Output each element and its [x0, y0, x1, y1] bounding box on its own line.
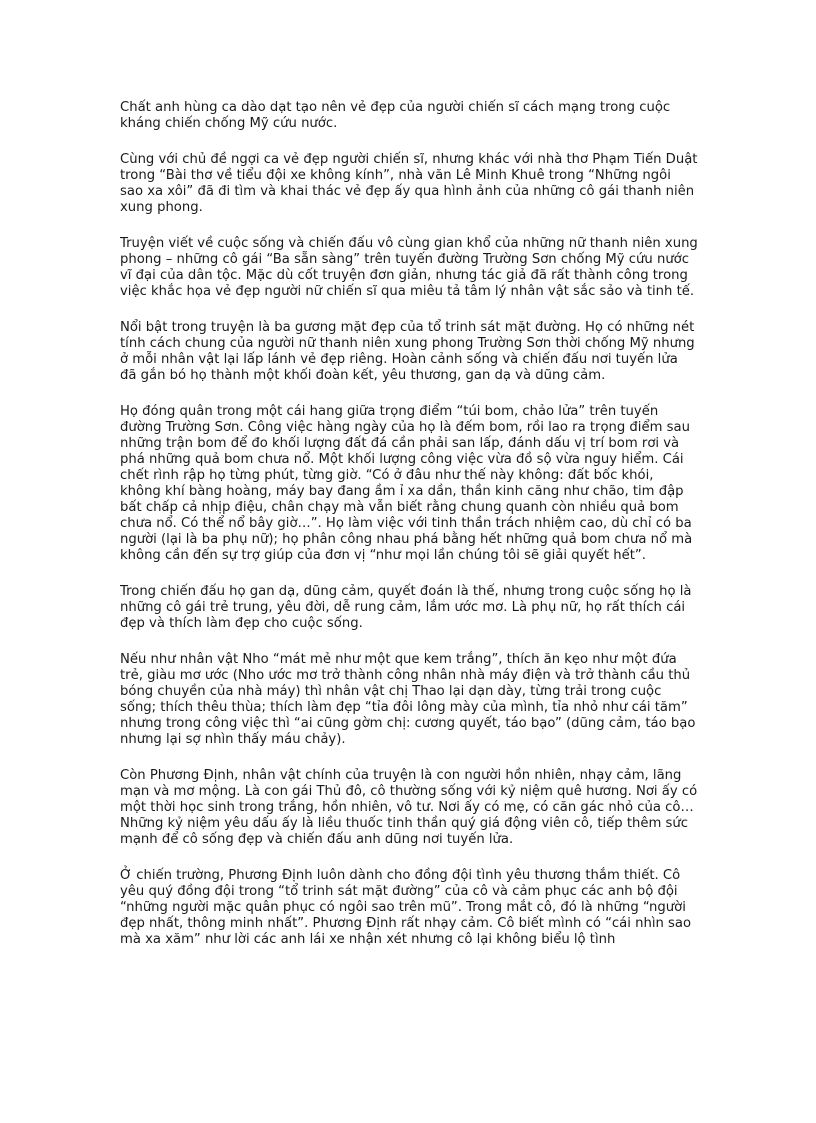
paragraph-8: Còn Phương Định, nhân vật chính của truyện là con người hồn nhiên, nhạy cảm, lãng mạn và mơ mộng. Là con gái Thủ đô, cô thường sống với kỷ niệm quê hương. Nơi ấy có một thời học sinh trong trắng, hồn nhiên, vô tư. Nơi ấy có mẹ, có căn gác nhỏ của cô… Những kỷ niệm yêu dấu ấy là liều thuốc tinh thần quý giá động viên cô, tiếp thêm sức mạnh để cô sống đẹp và chiến đấu anh dũng nơi tuyến lửa.: [120, 768, 698, 847]
paragraph-1: Chất anh hùng ca dào dạt tạo nên vẻ đẹp của người chiến sĩ cách mạng trong cuộc kháng chiến chống Mỹ cứu nước.: [120, 100, 671, 131]
paragraph-7: Nếu như nhân vật Nho “mát mẻ như một que kem trắng”, thích ăn kẹo như một đứa trẻ, giàu mơ ước (Nho ước mơ trở thành công nhân nhà máy điện và trở thành cầu thủ bóng chuyền của nhà máy) thì nhân vật chị Thao lại dạn dày, từng trải trong cuộc sống; thích thêu thùa; thích làm đẹp “tỉa đôi lông mày của mình, tỉa nhỏ như cái tăm” nhưng trong công việc thì “ai cũng gờm chị: cương quyết, táo bạo” (dũng cảm, táo bạo nhưng lại sợ nhìn thấy máu chảy).: [120, 652, 696, 747]
paragraph-4: Nổi bật trong truyện là ba gương mặt đẹp của tổ trinh sát mặt đường. Họ có những nét tính cách chung của người nữ thanh niên xung phong Trường Sơn thời chống Mỹ nhưng ở mỗi nhân vật lại lấp lánh vẻ đẹp riêng. Hoàn cảnh sống và chiến đấu nơi tuyến lửa đã gắn bó họ thành một khối đoàn kết, yêu thương, gan dạ và dũng cảm.: [120, 320, 695, 383]
paragraph-3: Truyện viết về cuộc sống và chiến đấu vô cùng gian khổ của những nữ thanh niên xung phong – những cô gái “Ba sẵn sàng” trên tuyến đường Trường Sơn chống Mỹ cứu nước vĩ đại của dân tộc. Mặc dù cốt truyện đơn giản, nhưng tác giả đã rất thành công trong việc khắc họa vẻ đẹp người nữ chiến sĩ qua miêu tả tâm lý nhân vật sắc sảo và tinh tế.: [120, 236, 698, 299]
paragraph-2: Cùng với chủ đề ngợi ca vẻ đẹp người chiến sĩ, nhưng khác với nhà thơ Phạm Tiến Duật trong “Bài thơ về tiểu đội xe không kính”, nhà văn Lê Minh Khuê trong “Những ngôi sao xa xôi” đã đi tìm và khai thác vẻ đẹp ấy qua hình ảnh của những cô gái thanh niên xung phong.: [120, 152, 698, 215]
paragraph-6: Trong chiến đấu họ gan dạ, dũng cảm, quyết đoán là thế, nhưng trong cuộc sống họ là những cô gái trẻ trung, yêu đời, dễ rung cảm, lắm ước mơ. Là phụ nữ, họ rất thích cái đẹp và thích làm đẹp cho cuộc sống.: [120, 584, 692, 631]
document-page: [120, 100, 698, 968]
paragraph-5: Họ đóng quân trong một cái hang giữa trọng điểm “túi bom, chảo lửa” trên tuyến đường Trường Sơn. Công việc hàng ngày của họ là đếm bom, rồi lao ra trọng điểm sau những trận bom để đo khối lượng đất đá cần phải san lấp, đánh dấu vị trí bom rơi và phá những quả bom chưa nổ. Một khối lượng công việc vừa đồ sộ vừa nguy hiểm. Cái chết rình rập họ từng phút, từng giờ. “Có ở đâu như thế này không: đất bốc khói, không khí bàng hoàng, máy bay đang ầm ỉ xa dần, thần kinh căng như chão, tim đập bất chấp cả nhịp điệu, chân chạy mà vẫn biết rằng chung quanh còn nhiều quả bom chưa nổ. Có thể nổ bây giờ…”. Họ làm việc với tinh thần trách nhiệm cao, dù chỉ có ba người (lại là ba phụ nữ); họ phân công nhau phá bằng hết những quả bom chưa nổ mà không cần đến sự trợ giúp của đơn vị “như mọi lần chúng tôi sẽ giải quyết hết”.: [120, 404, 693, 563]
paragraph-9: Ở chiến trường, Phương Định luôn dành cho đồng đội tình yêu thương thắm thiết. Cô yêu quý đồng đội trong “tổ trinh sát mặt đường” của cô và cảm phục các anh bộ đội “những người mặc quân phục có ngôi sao trên mũ”. Trong mắt cô, đó là những “người đẹp nhất, thông minh nhất”. Phương Định rất nhạy cảm. Cô biết mình có “cái nhìn sao mà xa xăm” như lời các anh lái xe nhận xét nhưng cô lại không biểu lộ tình: [120, 868, 692, 947]
